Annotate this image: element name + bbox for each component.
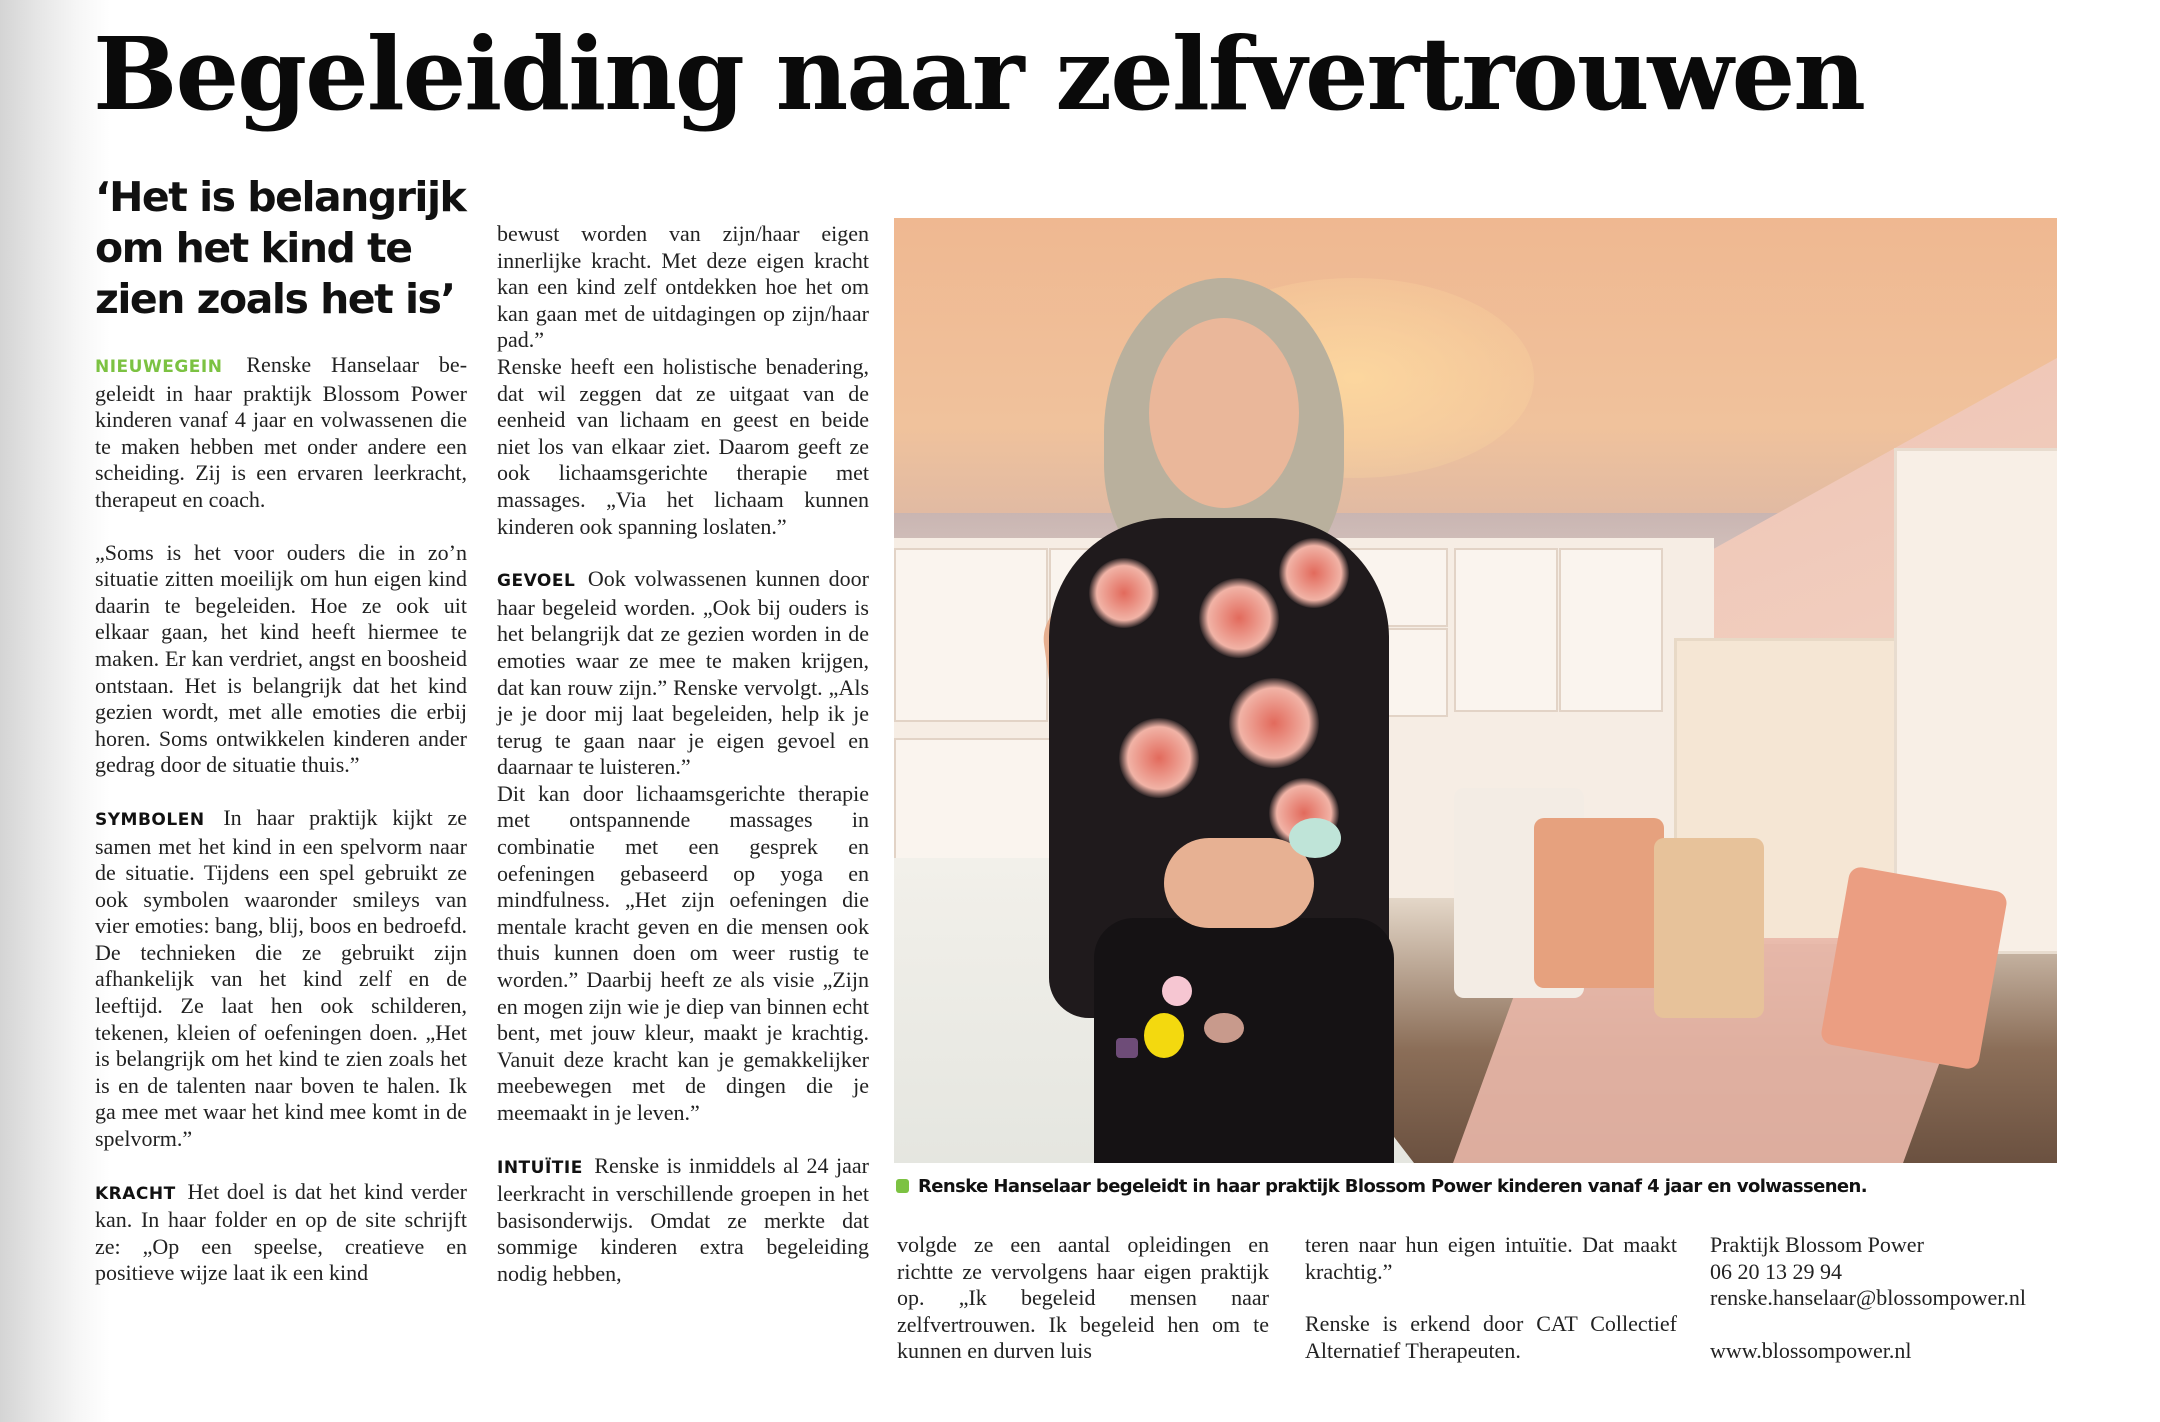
caption-text: Renske Hanselaar begeleidt in haar praktijk Blossom Power kinderen vanaf 4 jaar en volwassenen.	[918, 1176, 1867, 1197]
contact-email: renske.hanselaar@blossompower.nl	[1710, 1285, 2026, 1311]
intro-text: Renske Hanselaar begeleidt in haar praktijk Blossom Power kinderen vanaf 4 jaar en volwassenen die te maken hebben met onder andere een scheiding. Zij is een ervaren leerkracht, therapeut en coach.	[95, 352, 468, 512]
cushion-pink	[1820, 865, 2009, 1070]
cushion-coral	[1534, 818, 1664, 988]
dateline: NIEUWEGEIN	[95, 357, 223, 377]
amethyst-stone	[1116, 1038, 1138, 1058]
contact-box	[1710, 1232, 2130, 1365]
column-4	[1305, 1232, 1677, 1364]
photo-caption	[896, 1174, 1867, 1200]
column-1	[95, 352, 467, 1287]
column-3	[897, 1232, 1269, 1365]
gevoel-text: Ook volwassenen kunnen door haar begeleid worden. „Ook bij ouders is het belangrijk dat ze gezien worden in de emoties waar ze mee te maken krijgen, dat kan rouw zijn.” Renske vervolgt. „Als je je door mij laat begeleiden, help ik je terug te gaan naar je eigen gevoel en daarnaar te luisteren.”	[497, 566, 870, 780]
paragraph-kracht	[95, 1179, 467, 1287]
symbolen-text: In haar praktijk kijkt ze samen met het kind in een spelvorm naar de situatie. Tijdens een spel gebruikt ze ook symbolen waaronder smileys van vier emoties: bang, blij, boos en bedroefd. De technieken die ze gebruikt zijn afhankelijk van het kind zelf en de leeftijd. Ze laat hen ook schilderen, tekenen, kleien of oefeningen doen. „Het is belangrijk om het kind te zien zoals het is en de talenten naar boven te halen. Ik ga mee met waar het kind mee komt in de spelvorm.”	[95, 804, 467, 1152]
person-legs	[1094, 918, 1394, 1163]
person-hands	[1164, 838, 1314, 928]
contact-phone: 06 20 13 29 94	[1710, 1258, 1842, 1284]
paragraph-dit-kan: Dit kan door lichaamsgerichte therapie met ontspannende massages in combinatie met een gesprek en oefeningen gebaseerd op yoga en mindfulness. „Het zijn oefeningen die mentale kracht geven en die mensen ook thuis kunnen doen om weer rustig te worden.” Daarbij heeft ze als visie „Zijn en mogen zijn wie je diep van binnen echt bent, met jouw kleur, maakt je krachtig. Vanuit deze kracht kan je gemakkelijker meebewegen met de dingen die je meemaakt in je leven.”	[497, 780, 869, 1125]
oil-bottle	[1144, 1013, 1184, 1058]
column-2	[497, 221, 869, 1288]
intro-paragraph	[95, 352, 467, 514]
mint-scrunchie	[1289, 818, 1341, 858]
kicker-gevoel: GEVOEL	[497, 571, 576, 592]
contact-name: Praktijk Blossom Power	[1710, 1232, 1924, 1257]
kracht-text: Het doel is dat het kind verder kan. In haar folder en op de site schrijft ze: „Op een speelse, creatieve en positieve wijze laat ik een kind	[95, 1178, 467, 1286]
intuitie-text: Renske is inmiddels al 24 jaar leerkracht in verschillende groepen in het basisonderwijs. Omdat ze merkte dat sommige kinderen extra begeleiding nodig hebben,	[497, 1152, 870, 1286]
paragraph-gevoel	[497, 566, 869, 781]
paragraph-opleidingen: volgde ze een aantal opleidingen en richtte ze vervolgens haar eigen praktijk op. „Ik begeleid mensen naar zelfvertrouwen. Ik begeleid hen om te kunnen en durven luis	[897, 1232, 1269, 1364]
paragraph-erkend: Renske is erkend door CAT Collectief Alternatief Therapeuten.	[1305, 1311, 1677, 1363]
paragraph-holistisch: Renske heeft een holistische benadering, dat wil zeggen dat ze uitgaat van de eenheid van lichaam en geest en beide niet los van elkaar ziet. Daarom geeft ze ook lichaamsgerichte therapie met massages. „Via het lichaam kunnen kinderen ook spanning loslaten.”	[497, 353, 869, 539]
paragraph-symbolen	[95, 805, 467, 1153]
flower	[1162, 976, 1192, 1006]
contact-website: www.blossompower.nl	[1710, 1338, 1912, 1364]
caption-marker-icon	[896, 1179, 909, 1193]
kicker-intuitie: INTUÏTIE	[497, 1157, 583, 1178]
article-photo	[894, 218, 2057, 1163]
paragraph-intuitie-end: teren naar hun eigen intuïtie. Dat maakt krachtig.”	[1305, 1232, 1677, 1284]
page-curl-shadow	[0, 0, 110, 1422]
paragraph-kracht-continued: bewust worden van zijn/haar eigen innerlijke kracht. Met deze eigen kracht kan een kind zelf ontdekken hoe het om kan gaan met de uitdagingen op zijn/haar pad.”	[497, 221, 869, 353]
rose-quartz-stone	[1204, 1013, 1244, 1043]
cushion-dotted	[1654, 838, 1764, 1018]
subheadline-quote: ‘Het is belangrijk om het kind te zien zoals het is’	[95, 173, 466, 323]
person-face	[1149, 318, 1299, 508]
paragraph-intuitie	[497, 1153, 869, 1288]
kicker-kracht: KRACHT	[95, 1183, 176, 1204]
paragraph-soms: „Soms is het voor ouders die in zo’n situatie zitten moeilijk om hun eigen kind daarin te begeleiden. Hoe ze ook uit elkaar gaan, het kind heeft hiermee te maken. Er kan verdriet, angst en boosheid ontstaan. Het is belangrijk dat het kind gezien wordt, met alle emoties die erbij horen. Soms ontwikkelen kinderen ander gedrag door de situatie thuis.”	[95, 539, 467, 778]
headline: Begeleiding naar zelfvertrouwen	[93, 15, 1864, 133]
kicker-symbolen: SYMBOLEN	[95, 809, 205, 830]
